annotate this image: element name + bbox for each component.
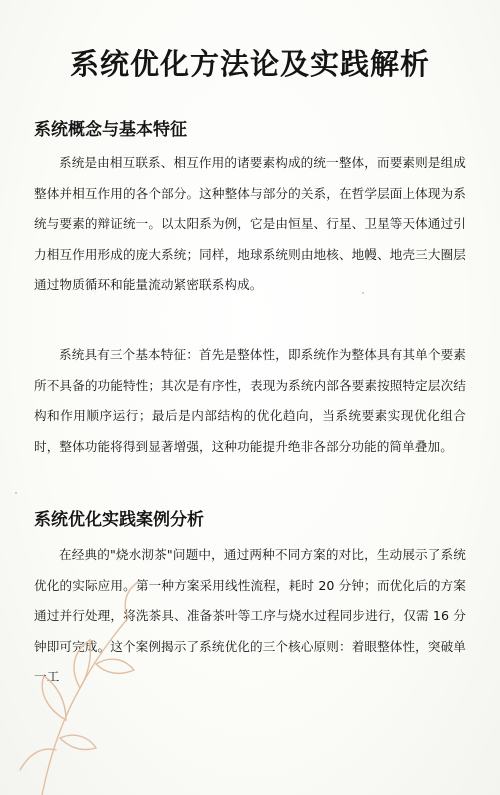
paper-speck — [15, 492, 17, 494]
paragraph-system-features: 系统具有三个基本特征：首先是整体性，即系统作为整体具有其单个要素所不具备的功能特性；其次是有序性，表现为系统内部各要素按照特定层次结构和作用顺序运行；最后是内部结构的优化趋向，当系统要素实现优化组合时，整体功能将得到显著增强，这种功能提升绝非各部分功能的简单叠加。 — [34, 347, 466, 454]
section-heading-concepts: 系统概念与基本特征 — [34, 120, 187, 140]
page-title: 系统优化方法论及实践解析 — [69, 47, 430, 81]
section-heading-case-study: 系统优化实践案例分析 — [34, 510, 204, 530]
paragraph-tea-case: 在经典的"烧水沏茶"问题中，通过两种不同方案的对比，生动展示了系统优化的实际应用。第一种方案采用线性流程，耗时 20 分钟；而优化后的方案通过并行处理，将洗茶具、准备茶叶等工序与烧水过程同步进行，仅需 16 分钟即可完成。这个案例揭示了系统优化的三个核心原则：着眼整体性，突破单一工 — [34, 547, 466, 684]
paragraph-system-definition: 系统是由相互联系、相互作用的诸要素构成的统一整体，而要素则是组成整体并相互作用的各个部分。这种整体与部分的关系，在哲学层面上体现为系统与要素的辩证统一。以太阳系为例，它是由恒星、行星、卫星等天体通过引力相互作用形成的庞大系统；同样，地球系统则由地核、地幔、地壳三大圈层通过物质循环和能量流动紧密联系构成。 — [34, 155, 466, 292]
plant-sprig-icon — [0, 560, 160, 795]
paper-speck — [362, 292, 364, 294]
